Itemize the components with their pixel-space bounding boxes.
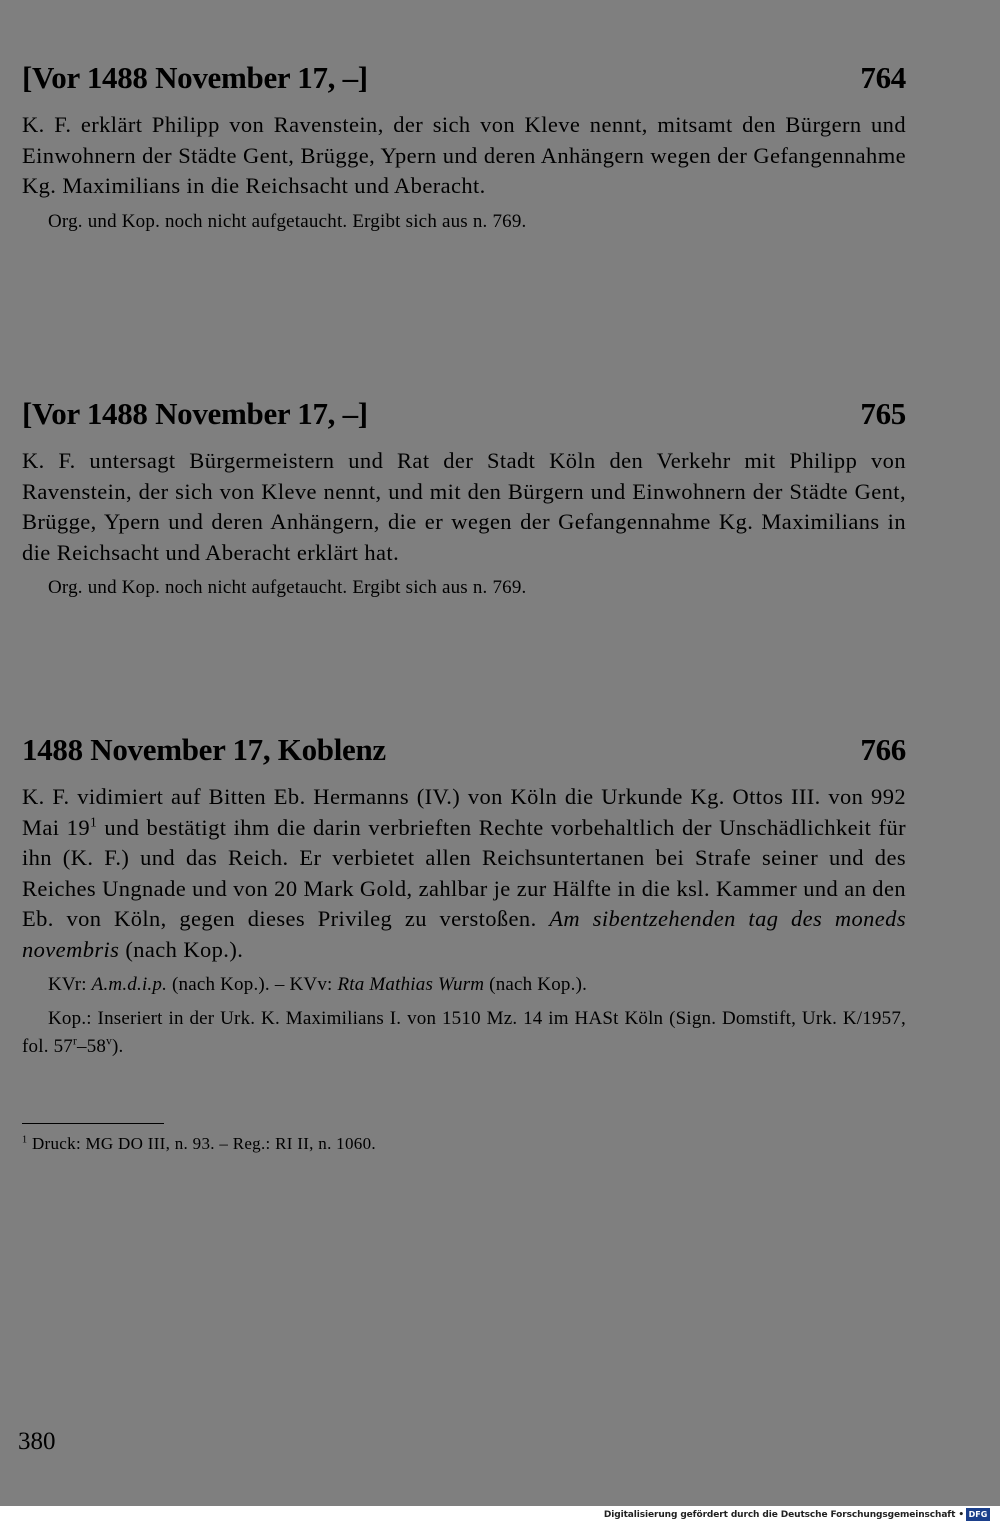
entry-source-note: Org. und Kop. noch nicht aufgetaucht. Ergibt sich aus n. 769. xyxy=(48,577,527,598)
entry-text-part: und bestätigt ihm die darin verbrieften Rechte vorbehaltlich der Unschädlichkeit für ihn (K. F.) und das Reich. Er verbietet allen Reichsuntertanen bei Strafe seiner und des Reiches Ungnade und von 20 Mark Gold, zahlbar je zur Hälfte in die ksl. Kammer und an den Eb. von Köln, gegen dieses Privileg zu verstoßen. xyxy=(22,814,906,931)
footnote xyxy=(22,1132,376,1156)
entry-date: 1488 November 17, Koblenz xyxy=(22,732,386,767)
dfg-logo-icon: DFG xyxy=(966,1508,990,1521)
footnote-marker: 1 xyxy=(22,1134,28,1146)
entry-header xyxy=(22,58,906,98)
regest-entry-766 xyxy=(22,730,906,1061)
entry-date: [Vor 1488 November 17, –] xyxy=(22,60,368,95)
page-number: 380 xyxy=(18,1428,56,1455)
copy-source-note xyxy=(22,1005,906,1061)
footnote-divider xyxy=(22,1123,164,1124)
entry-number: 764 xyxy=(860,60,906,95)
regest-entry-765 xyxy=(22,394,906,602)
kop-text: Kop.: Inseriert in der Urk. K. Maximilians I. von 1510 Mz. 14 im HASt Köln (Sign. Domstift, Urk. K/1957, fol. 57 xyxy=(22,1008,906,1057)
entry-date: [Vor 1488 November 17, –] xyxy=(22,396,368,431)
kvv-text: (nach Kop.). xyxy=(484,974,588,995)
entry-text-part: K. F. vidimiert auf Bitten Eb. Hermanns (IV.) von Köln die Urkunde Kg. Ottos III. von 992 Mai 19 xyxy=(22,784,906,840)
entry-text xyxy=(22,782,906,965)
regest-entry-764 xyxy=(22,58,906,236)
kvr-value: A.m.d.i.p. xyxy=(91,974,168,995)
quoted-dating: Am sibentzehenden tag des moneds novembris xyxy=(22,906,906,962)
entry-header xyxy=(22,394,906,434)
recto-mark: r xyxy=(73,1035,78,1048)
funding-credit: Digitalisierung gefördert durch die Deutsche Forschungsgemeinschaft • xyxy=(603,1510,964,1520)
kop-text: –58 xyxy=(77,1036,107,1057)
entry-header xyxy=(22,730,906,770)
entry-number: 765 xyxy=(860,396,906,431)
kvr-label: KVr: xyxy=(48,974,92,995)
entry-text: K. F. erklärt Philipp von Ravenstein, der sich von Kleve nennt, mitsamt den Bürgern und Einwohnern der Städte Gent, Brügge, Ypern und deren Anhängern wegen der Gefangennahme Kg. Maximilians in die Reichsacht und Aberacht. xyxy=(22,112,906,198)
entry-number: 766 xyxy=(860,732,906,767)
chancery-note xyxy=(22,971,906,999)
entry-source-note: Org. und Kop. noch nicht aufgetaucht. Ergibt sich aus n. 769. xyxy=(48,210,527,232)
entry-text-part: (nach Kop.). xyxy=(119,936,244,962)
footnote-reference: 1 xyxy=(89,814,98,829)
footnote-text: Druck: MG DO III, n. 93. – Reg.: RI II, n. 1060. xyxy=(27,1134,376,1153)
kop-text: ). xyxy=(112,1036,124,1057)
kvv-value: Rta Mathias Wurm xyxy=(337,974,485,995)
entry-text: K. F. untersagt Bürgermeistern und Rat der Stadt Köln den Verkehr mit Philipp von Ravenstein, der sich von Kleve nennt, und mit den Bürgern und Einwohnern der Städte Gent, Brügge, Ypern und deren Anhängern, die er wegen der Gefangennahme Kg. Maximilians in die Reichsacht und Aberacht erklärt hat. xyxy=(22,448,906,565)
kvr-text: (nach Kop.). – KVv: xyxy=(167,974,338,995)
verso-mark: v xyxy=(106,1035,113,1048)
